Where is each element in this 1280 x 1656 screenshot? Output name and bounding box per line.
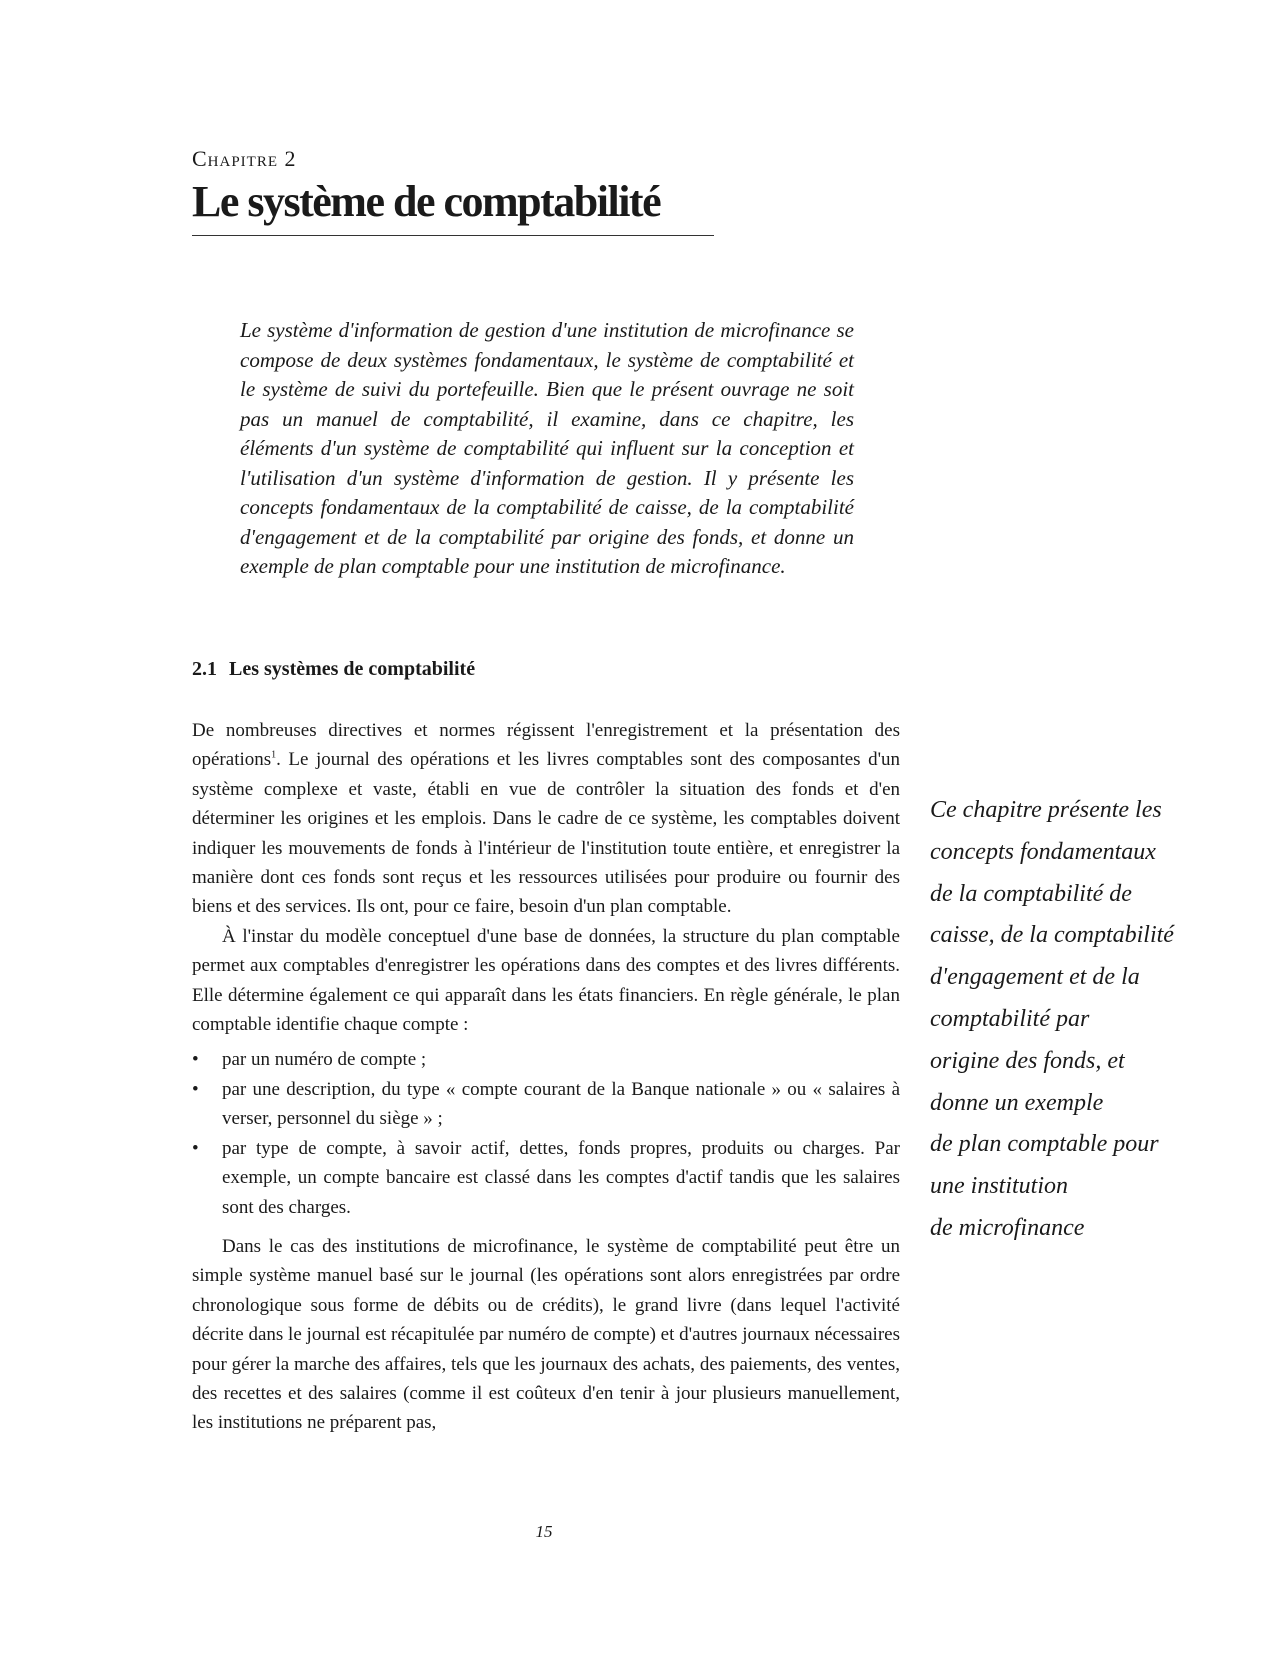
- list-item-text: par une description, du type « compte courant de la Banque nationale » ou « salaires à verser, personnel du siège » ;: [222, 1078, 900, 1130]
- chapter-title: Le système de comptabilité: [192, 176, 714, 236]
- footnote-reference: 1: [271, 750, 277, 762]
- bullet-marker: •: [192, 1137, 199, 1159]
- margin-note-line: donne un exemple: [930, 1089, 1104, 1116]
- paragraph-1-start: De nombreuses directives et normes régissent l'enregistrement et la présentation des opérations: [192, 720, 900, 771]
- margin-note-line: d'engagement et de la: [930, 964, 1140, 991]
- list-item-text: par un numéro de compte ;: [222, 1049, 427, 1071]
- bullet-marker: •: [192, 1049, 199, 1071]
- bullet-marker: •: [192, 1078, 199, 1100]
- paragraph-1-end: . Le journal des opérations et les livres comptables sont des composantes d'un système complexe et vaste, établi en vue de contrôler la situation des fonds et d'en déterminer les origines et les emplois. Dans le cadre de ce système, les comptables doivent indiquer les mouvements de fonds à l'intérieur de l'institution toute entière, et enregistrer la manière dont ces fonds sont reçus et les ressources utilisées pour produire ou fournir des biens et des services. Ils ont, pour ce faire, besoin d'un plan comptable.: [192, 749, 900, 918]
- margin-note-line: une institution: [930, 1173, 1068, 1200]
- page-number: 15: [535, 1522, 553, 1541]
- margin-note-line: de microfinance: [930, 1214, 1085, 1241]
- list-item: [192, 1075, 900, 1134]
- margin-note-line: caisse, de la comptabilité: [930, 922, 1174, 949]
- paragraph-3: Dans le cas des institutions de microfinance, le système de comptabilité peut être un simple système manuel basé sur le journal (les opérations sont alors enregistrées par ordre chronologique sous forme de débits ou de crédits), le grand livre (dans lequel l'activité décrite dans le journal est récapitulée par numéro de compte) et d'autres journaux nécessaires pour gérer la marche des affaires, tels que les journaux des achats, des paiements, des ventes, des recettes et des salaires (comme il est coûteux d'en tenir à jour plusieurs manuellement, les institutions ne préparent pas,: [192, 1235, 900, 1434]
- margin-note: [930, 790, 1190, 1250]
- margin-note-line: origine des fonds, et: [930, 1047, 1125, 1074]
- section-title: Les systèmes de comptabilité: [229, 658, 476, 680]
- list-item: [192, 1134, 900, 1222]
- margin-note-line: Ce chapitre présente les: [930, 797, 1162, 823]
- margin-note-line: comptabilité par: [930, 1005, 1090, 1032]
- paragraph-1: [192, 716, 900, 922]
- margin-note-line: de plan comptable pour: [930, 1131, 1159, 1158]
- margin-note-line: concepts fondamentaux: [930, 838, 1156, 865]
- body-text: [192, 716, 900, 1438]
- chapter-abstract: Le système d'information de gestion d'une institution de microfinance se compose de deux systèmes fondamentaux, le système de comptabilité et le système de suivi du portefeuille. Bien que le présent ouvrage ne soit pas un manuel de comptabilité, il examine, dans ce chapitre, les éléments d'un système de comptabilité qui influent sur la conception et l'utilisation d'un système d'information de gestion. Il y présente les concepts fondamentaux de la comptabilité de caisse, de la comptabilité d'engagement et de la comptabilité par origine des fonds, et donne un exemple de plan comptable pour une institution de microfinance.: [240, 318, 854, 578]
- paragraph-2: À l'instar du modèle conceptuel d'une base de données, la structure du plan comptable permet aux comptables d'enregistrer les opérations dans des comptes et des livres différents. Elle détermine également ce qui apparaît dans les états financiers. En règle générale, le plan comptable identifie chaque compte :: [192, 925, 900, 1036]
- section-number: 2.1: [192, 658, 217, 680]
- bullet-list: [192, 1045, 900, 1221]
- list-item-text: par type de compte, à savoir actif, dettes, fonds propres, produits ou charges. Par exemple, un compte bancaire est classé dans les comptes d'actif tandis que les salaires sont des charges.: [222, 1137, 900, 1218]
- margin-note-line: de la comptabilité de: [930, 880, 1132, 907]
- list-item: [192, 1045, 900, 1074]
- section-heading: [192, 658, 475, 681]
- chapter-label: Chapitre 2: [192, 146, 297, 171]
